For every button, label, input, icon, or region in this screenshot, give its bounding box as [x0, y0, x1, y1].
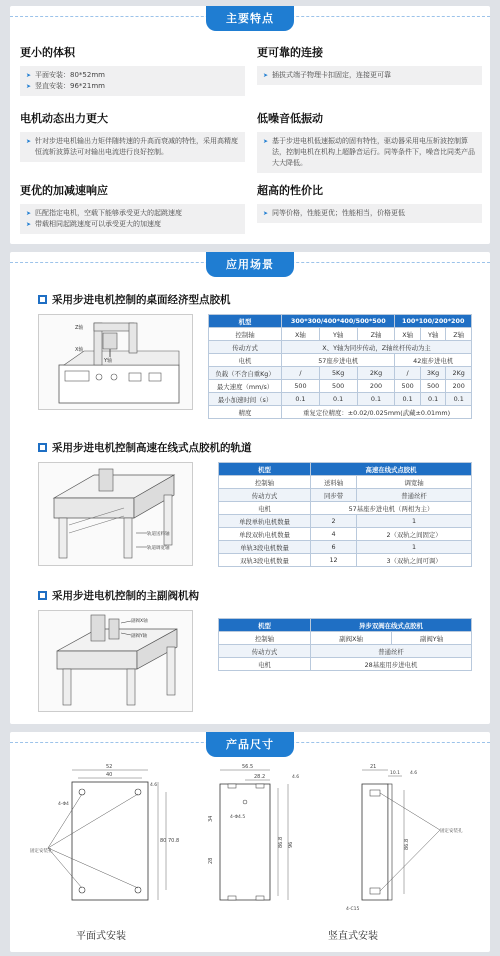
spec-table-valve — [218, 618, 472, 671]
table-cell: X轴 — [282, 328, 320, 341]
feature-line: ➤ 平面安装：80*52mm — [26, 70, 239, 81]
table-cell: 重复定位精度：±0.02/0.025mm(武藏±0.01mm) — [282, 406, 472, 419]
table-cell: 精度 — [209, 406, 282, 419]
table-cell: 0.1 — [357, 393, 395, 406]
dim-label: 52 — [106, 764, 113, 770]
table-cell: 2Kg — [446, 367, 472, 380]
table-cell: 0.1 — [319, 393, 357, 406]
dim-label: 96 — [288, 841, 294, 848]
table-cell: 电机 — [219, 502, 311, 515]
table-cell: Y轴 — [420, 328, 446, 341]
scene-title — [38, 588, 199, 603]
table-cell: 负载（不含自重Kg） — [209, 367, 282, 380]
scene-title — [38, 292, 231, 307]
dispenser-illustration — [39, 315, 192, 409]
table-cell: 0.1 — [395, 393, 420, 406]
table-cell: 2 — [311, 515, 357, 528]
feature-title: 低噪音低振动 — [257, 112, 323, 125]
feature-reliable-connection — [257, 44, 482, 85]
feature-line: ➤ 针对步进电机输出力矩伴随转速的升高而衰减的特性，采用高精度恒流斩波算法可对输出电流进行良好控制。 — [26, 136, 239, 158]
dim-label: 28.2 — [254, 774, 266, 780]
table-cell: 1 — [357, 541, 472, 554]
feed-axis-label: 轨道送料轴 — [147, 532, 170, 537]
table-cell: 传动方式 — [209, 341, 282, 354]
table-cell: 控制轴 — [219, 632, 311, 645]
table-cell: 2（双轨之间固定） — [357, 528, 472, 541]
dim-label: 40 — [106, 772, 113, 778]
scene-figure — [38, 610, 193, 712]
dim-label: 86.8 — [404, 838, 410, 850]
table-cell: 最小加速时间（s） — [209, 393, 282, 406]
dim-label: 10.1 — [390, 771, 401, 776]
table-cell: 同步带 — [311, 489, 357, 502]
table-cell: Z轴 — [357, 328, 395, 341]
mount-hole-label: 固定安装孔 — [440, 829, 463, 834]
table-cell: 单轨3段电机数量 — [219, 541, 311, 554]
feature-desc — [257, 204, 482, 223]
dim-label: 4-C15 — [346, 907, 360, 912]
flat-mount-caption: 平面式安装 — [76, 931, 126, 942]
scene-figure — [38, 314, 193, 410]
table-cell: 200 — [446, 380, 472, 393]
x-axis-label: X轴 — [75, 347, 84, 353]
feature-title: 超高的性价比 — [257, 184, 323, 197]
rail-illustration — [39, 463, 192, 565]
table-cell: Y轴 — [319, 328, 357, 341]
scenes-panel — [10, 252, 490, 724]
dim-label: 34 — [208, 815, 214, 822]
dim-label: 4-Φ4.5 — [230, 815, 246, 820]
table-cell: 500 — [319, 380, 357, 393]
vertical-front-drawing — [200, 760, 310, 920]
scene-title-text: 采用步进电机控制高速在线式点胶机的轨道 — [52, 442, 252, 454]
dim-label: 4.6 — [292, 775, 300, 780]
table-cell: 单段双轨电机数量 — [219, 528, 311, 541]
feature-line: ➤ 带载相同起跳速度可以承受更大的加速度 — [26, 219, 239, 230]
table-cell: X、Y轴为同步传动，Z轴丝杆传动为主 — [282, 341, 472, 354]
table-cell: 机型 — [209, 315, 282, 328]
table-cell: 28基座用步进电机 — [311, 658, 472, 671]
dim-label: 56.5 — [242, 764, 254, 770]
table-cell: 异步双阀在线式点胶机 — [311, 619, 472, 632]
table-cell: / — [282, 367, 320, 380]
table-cell: 电机 — [219, 658, 311, 671]
square-bullet-icon — [38, 295, 47, 304]
table-cell: 副阀Y轴 — [392, 632, 472, 645]
table-cell: 3Kg — [420, 367, 446, 380]
square-bullet-icon — [38, 591, 47, 600]
table-cell: Z轴 — [446, 328, 472, 341]
table-cell: 机型 — [219, 463, 311, 476]
table-cell: 副阀X轴 — [311, 632, 392, 645]
table-cell: 5Kg — [319, 367, 357, 380]
table-cell: 500 — [420, 380, 446, 393]
table-cell: 4 — [311, 528, 357, 541]
dimensions-panel — [10, 732, 490, 952]
dim-label: 4.6 — [410, 771, 418, 776]
table-cell: 送料轴 — [311, 476, 357, 489]
feature-title: 更小的体积 — [20, 46, 75, 59]
sub-valve-y-label: 副阀Y轴 — [131, 634, 148, 639]
feature-desc — [257, 132, 482, 173]
table-cell: 57座步进电机 — [282, 354, 395, 367]
table-cell: 57基座步进电机（两相为主） — [311, 502, 472, 515]
square-bullet-icon — [38, 443, 47, 452]
flat-mount-drawing — [30, 760, 180, 920]
table-cell: 调宽轴 — [357, 476, 472, 489]
table-cell: 200 — [357, 380, 395, 393]
scenes-tab: 应用场景 — [206, 252, 294, 277]
feature-title: 更优的加减速响应 — [20, 184, 108, 197]
table-cell: 高速在线式点胶机 — [311, 463, 472, 476]
table-cell: 6 — [311, 541, 357, 554]
table-cell: 3（双轨之间可调） — [357, 554, 472, 567]
table-cell: 传动方式 — [219, 489, 311, 502]
feature-low-noise — [257, 110, 482, 173]
z-axis-label: Z轴 — [75, 325, 84, 331]
vertical-side-drawing — [340, 760, 480, 920]
table-cell: 机型 — [219, 619, 311, 632]
table-cell: 电机 — [209, 354, 282, 367]
table-cell: 控制轴 — [209, 328, 282, 341]
table-cell: 0.1 — [446, 393, 472, 406]
dim-label: 80 — [160, 838, 167, 844]
table-cell: 1 — [357, 515, 472, 528]
feature-title: 更可靠的连接 — [257, 46, 323, 59]
width-axis-label: 轨道调宽轴 — [147, 546, 170, 551]
table-cell: 单段单轨电机数量 — [219, 515, 311, 528]
table-cell: 最大速度（mm/s） — [209, 380, 282, 393]
dim-label: 70.8 — [168, 838, 180, 844]
scene-title-text: 采用步进电机控制的主副阀机构 — [52, 590, 199, 602]
dim-label: 28 — [208, 857, 214, 864]
table-cell: 12 — [311, 554, 357, 567]
feature-title: 电机动态出力更大 — [20, 112, 108, 125]
table-cell: 42座步进电机 — [395, 354, 472, 367]
feature-desc — [20, 66, 245, 96]
feature-line: ➤ 同等价格，性能更优；性能相当，价格更低 — [263, 208, 476, 219]
feature-desc — [20, 204, 245, 234]
feature-line: ➤ 基于步进电机低速振动的固有特性，驱动器采用电压斩波控制算法，控制电机在机构上超静音运行。同等条件下，噪音比同类产品大大降低。 — [263, 136, 476, 169]
feature-line: ➤ 匹配指定电机，空载下能够承受更大的起跳速度 — [26, 208, 239, 219]
feature-desc — [257, 66, 482, 85]
feature-line: ➤ 插拔式端子物理卡扣固定，连接更可靠 — [263, 70, 476, 81]
table-cell: 500 — [395, 380, 420, 393]
feature-cost-performance — [257, 182, 482, 223]
features-tab: 主要特点 — [206, 6, 294, 31]
feature-small-size — [20, 44, 245, 96]
y-axis-label: Y轴 — [104, 358, 113, 364]
dim-label: 86.8 — [278, 836, 284, 848]
feature-desc — [20, 132, 245, 162]
table-cell: 控制轴 — [219, 476, 311, 489]
dimensions-tab: 产品尺寸 — [206, 732, 294, 757]
table-cell: X轴 — [395, 328, 420, 341]
mount-hole-label: 固定安装孔 — [30, 849, 53, 854]
table-cell: 300*300/400*400/500*500 — [282, 315, 395, 328]
table-cell: 2Kg — [357, 367, 395, 380]
feature-acceleration — [20, 182, 245, 234]
dim-label: 4-Φ4 — [58, 802, 69, 807]
scene-figure — [38, 462, 193, 566]
table-cell: 0.1 — [420, 393, 446, 406]
scene-title-text: 采用步进电机控制的桌面经济型点胶机 — [52, 294, 231, 306]
table-cell: 0.1 — [282, 393, 320, 406]
table-cell: / — [395, 367, 420, 380]
table-cell: 传动方式 — [219, 645, 311, 658]
spec-table-rail — [218, 462, 472, 567]
feature-dynamic-output — [20, 110, 245, 162]
dim-label: 21 — [370, 764, 377, 770]
vertical-mount-caption: 竖直式安装 — [328, 931, 378, 942]
table-cell: 500 — [282, 380, 320, 393]
valve-illustration — [39, 611, 192, 711]
feature-line: ➤ 竖直安装：96*21mm — [26, 81, 239, 92]
sub-valve-x-label: 副阀X轴 — [131, 619, 148, 624]
spec-table-desktop — [208, 314, 472, 419]
table-cell: 普通丝杆 — [311, 645, 472, 658]
dim-label: 4.6 — [150, 783, 158, 788]
table-cell: 100*100/200*200 — [395, 315, 472, 328]
features-panel — [10, 6, 490, 244]
scene-title — [38, 440, 252, 455]
table-cell: 普通丝杆 — [357, 489, 472, 502]
table-cell: 双轨3段电机数量 — [219, 554, 311, 567]
